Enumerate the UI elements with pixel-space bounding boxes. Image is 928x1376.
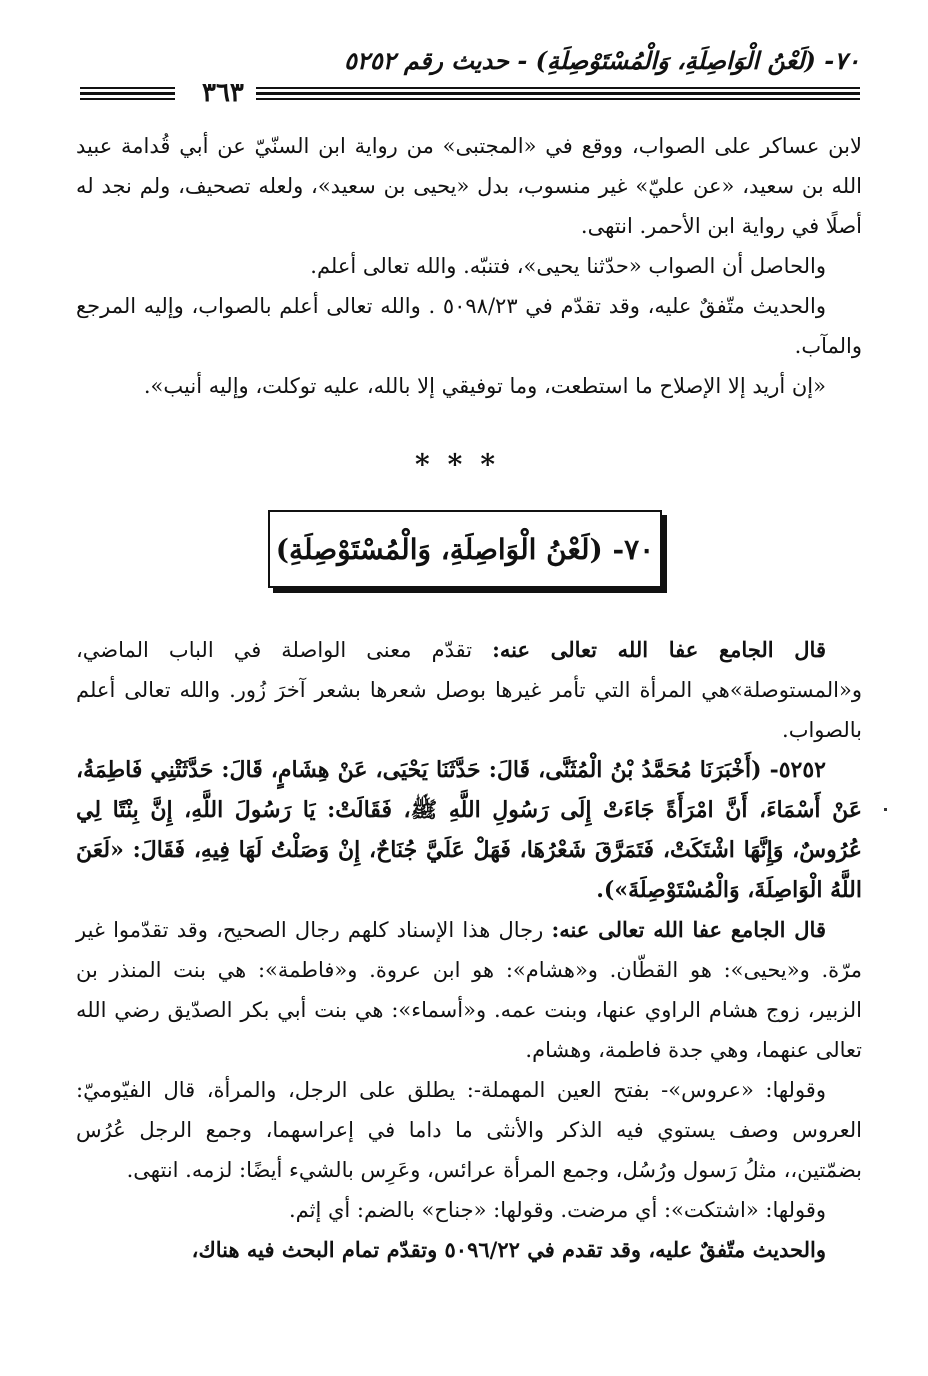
chapter-heading-box xyxy=(268,510,662,588)
chapter-title: ٧٠- (لَعْنُ الْوَاصِلَةِ، وَالْمُسْتَوْصِلَةِ) xyxy=(275,532,655,566)
header-rule xyxy=(240,98,860,100)
commentary-paragraph xyxy=(76,910,862,1070)
header-rule xyxy=(240,92,860,95)
speaker-label: قال الجامع عفا الله تعالى عنه: xyxy=(551,917,826,942)
header-rule xyxy=(240,87,860,89)
page-number: ٣٦٣ xyxy=(190,78,256,108)
paragraph: والحديث متّفقٌ عليه، وقد تقدّم في ٥٠٩٨/٢٣ . والله تعالى أعلم بالصواب، وإليه المرجع والمآب. xyxy=(76,294,862,358)
running-title: ٧٠- (لَعْنُ الْوَاصِلَةِ، وَالْمُسْتَوْصِلَةِ) - حديث رقم ٥٢٥٢ xyxy=(343,46,860,75)
paragraph: لابن عساكر على الصواب، ووقع في «المجتبى» من رواية ابن السنّيّ عن أبي قُدامة عبيد الله بن سعيد، «عن عليّ» غير منسوب، بدل «يحيى بن سعيد»، ولعله تصحيف، ولم نجد له أصلًا في رواية ابن الأحمر. انتهى. xyxy=(76,134,862,238)
top-text-block xyxy=(76,126,862,406)
main-text-block xyxy=(76,630,862,1270)
hadith-text: ٥٢٥٢- (أَخْبَرَنَا مُحَمَّدُ بْنُ الْمُثَنَّى، قَالَ: حَدَّثَنَا يَحْيَى، عَنْ هِشَامٍ، قَالَ: حَدَّثَتْنِي فَاطِمَةُ، عَنْ أَسْمَاءَ، أَنَّ امْرَأَةً جَاءَتْ إِلَى رَسُولِ اللَّهِ ﷺ، فَقَالَتْ: يَا رَسُولَ اللَّهِ، إِنَّ بِنْتًا لِي عُرُوسٌ، وَإِنَّهَا اشْتَكَتْ، فَتَمَرَّقَ شَعْرُهَا، فَهَلْ عَلَيَّ جُنَاحٌ، إِنْ وَصَلْتُ لَهَا فِيهِ، فَقَالَ: «لَعَنَ اللَّهُ الْوَاصِلَةَ، وَالْمُسْتَوْصِلَةَ»). xyxy=(76,757,862,903)
margin-mark xyxy=(884,808,887,811)
section-separator: *** xyxy=(415,448,513,481)
header-rule-left xyxy=(80,98,175,100)
paragraph: والحاصل أن الصواب «حدّثنا يحيى»، فتنبّه. والله تعالى أعلم. xyxy=(310,254,826,278)
commentary-paragraph: والحديث متّفقٌ عليه، وقد تقدم في ٥٠٩٦/٢٢ وتقدّم تمام البحث فيه هناك، xyxy=(191,1237,826,1262)
intro-paragraph xyxy=(76,630,862,750)
commentary-text: رجال هذا الإسناد كلهم رجال الصحيح، وقد تقدّموا غير مرّة. و«يحيى»: هو القطّان. و«هشام»: هو ابن عروة. و«فاطمة»: هي بنت المنذر بن الزبير، زوج هشام الراوي عنها، وبنت عمه. و«أسماء»: هي بنت أبي بكر الصدّيق رضي الله تعالى عنهما، وهي جدة فاطمة، وهشام. xyxy=(76,918,862,1062)
intro-text: تقدّم معنى الواصلة في الباب الماضي، و«المستوصلة»هي المرأة التي تأمر غيرها بوصل شعرها بشعر آخرَ زُور. والله تعالى أعلم بالصواب. xyxy=(76,638,862,742)
header-rule-left xyxy=(80,87,175,89)
commentary-paragraph: وقولها: «عروس»- بفتح العين المهملة-: يطلق على الرجل، والمرأة، قال الفيّوميّ: العروس وصف يستوي فيه الذكر والأنثى ما داما في إعراسهما، وجمع الرجل عُرُس بضمّتين،، مثلُ رَسول ورُسُل، وجمع المرأة عرائس، وعَرِس بالشيء أيضًا: لزمه. انتهى. xyxy=(76,1078,862,1182)
quranic-quote: «إن أريد إلا الإصلاح ما استطعت، وما توفيقي إلا بالله، عليه توكلت، وإليه أنيب». xyxy=(143,374,826,398)
running-header xyxy=(80,40,860,110)
commentary-paragraph: وقولها: «اشتكت»: أي مرضت. وقولها: «جناح» بالضم: أي إثم. xyxy=(288,1198,826,1222)
speaker-label: قال الجامع عفا الله تعالى عنه: xyxy=(492,637,826,662)
header-rule-left xyxy=(80,92,175,95)
